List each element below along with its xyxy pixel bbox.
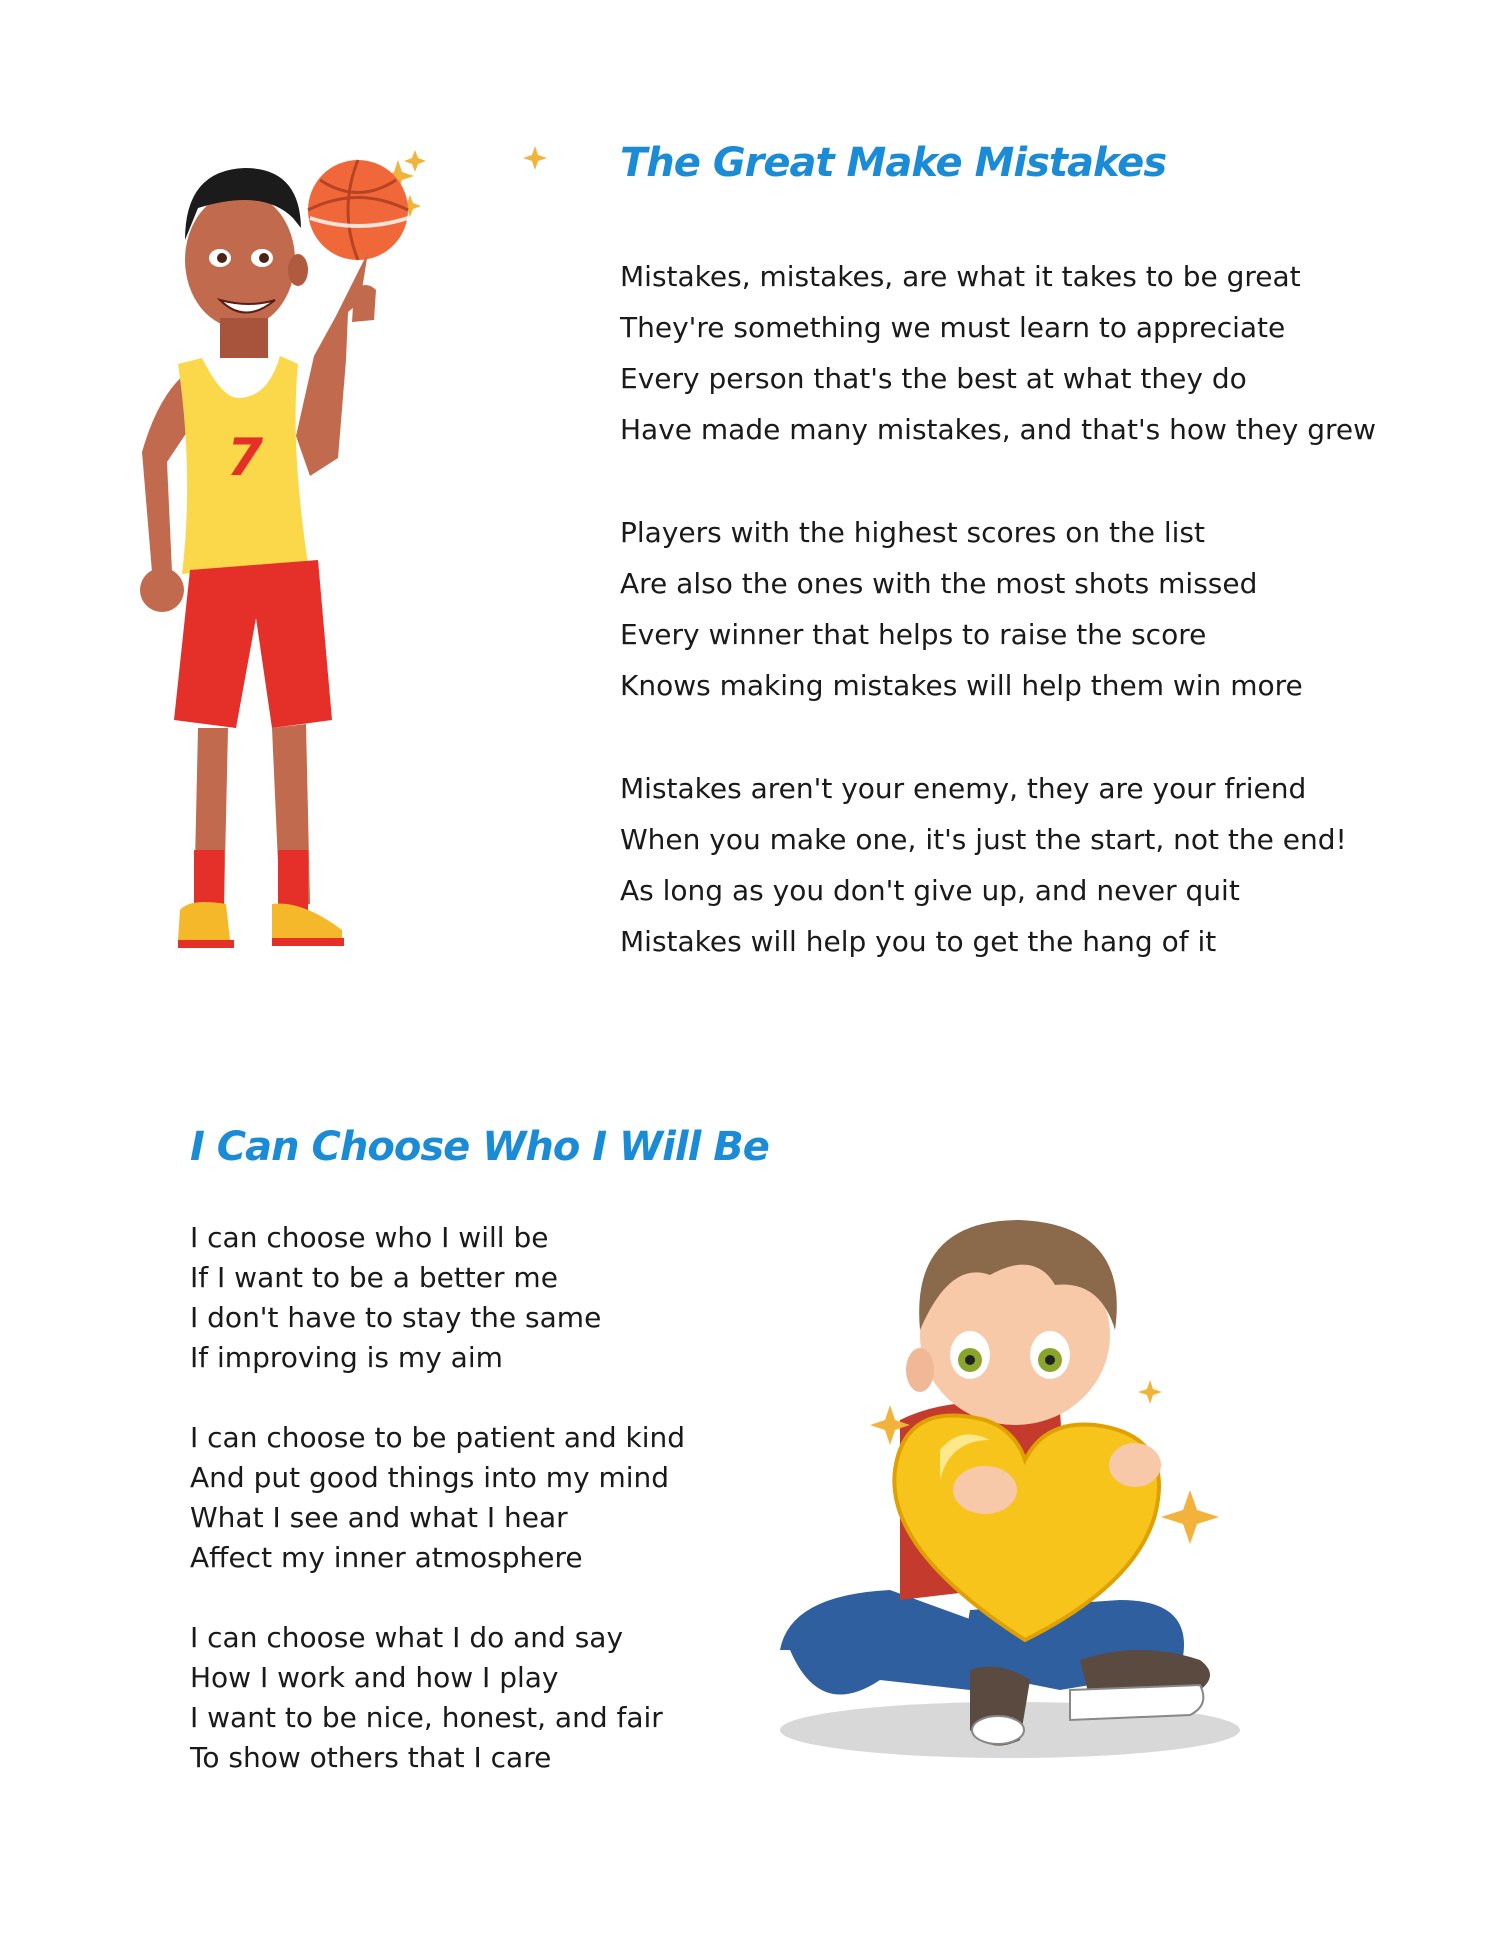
poem-line: Every person that's the best at what they do (620, 362, 1247, 395)
poem-line: When you make one, it's just the start, not the end! (620, 823, 1347, 856)
sparkle-icon (1161, 1490, 1219, 1544)
poem1-title: The Great Make Mistakes (620, 140, 1167, 186)
sparkle-icon (382, 146, 547, 192)
poem-line: How I work and how I play (190, 1661, 559, 1694)
poem2-stanza-3 (190, 1618, 663, 1778)
poem-line: And put good things into my mind (190, 1461, 670, 1494)
poem2-title: I Can Choose Who I Will Be (190, 1124, 769, 1170)
poem-line: As long as you don't give up, and never quit (620, 874, 1240, 907)
poem-line: Every winner that helps to raise the score (620, 618, 1207, 651)
basketball-player-illustration (140, 140, 440, 980)
poem-line: Have made many mistakes, and that's how they grew (620, 413, 1377, 446)
sparkle-icon (1138, 1380, 1162, 1404)
poem-line: I don't have to stay the same (190, 1301, 602, 1334)
basketball-icon (308, 160, 408, 260)
poem-line: Affect my inner atmosphere (190, 1541, 583, 1574)
poem-line: Mistakes aren't your enemy, they are your friend (620, 772, 1307, 805)
poem-line: I can choose who I will be (190, 1221, 549, 1254)
poem-line: They're something we must learn to appreciate (620, 311, 1286, 344)
sneaker-icon (970, 1667, 1030, 1746)
poem-line: I can choose what I do and say (190, 1621, 624, 1654)
poem-line: I can choose to be patient and kind (190, 1421, 686, 1454)
boy-hugging-heart-illustration (770, 1220, 1270, 1780)
jersey-number: 7 (226, 428, 264, 488)
poem-line: Mistakes, mistakes, are what it takes to be great (620, 260, 1301, 293)
poem1-stanza-2 (620, 507, 1303, 711)
poem-line: Players with the highest scores on the list (620, 516, 1205, 549)
poem-line: What I see and what I hear (190, 1501, 568, 1534)
poem-line: Knows making mistakes will help them win more (620, 669, 1303, 702)
poem-line: Are also the ones with the most shots missed (620, 567, 1258, 600)
poem1-stanza-1 (620, 251, 1376, 455)
poem-line: If I want to be a better me (190, 1261, 558, 1294)
poem-line: Mistakes will help you to get the hang of it (620, 925, 1217, 958)
poem2-stanza-2 (190, 1418, 685, 1578)
sneaker-icon (1070, 1650, 1210, 1720)
poem1-stanza-3 (620, 763, 1347, 967)
poem-line: I want to be nice, honest, and fair (190, 1701, 663, 1734)
poem2-stanza-1 (190, 1218, 601, 1378)
poem-line: If improving is my aim (190, 1341, 503, 1374)
poem-line: To show others that I care (190, 1741, 552, 1774)
